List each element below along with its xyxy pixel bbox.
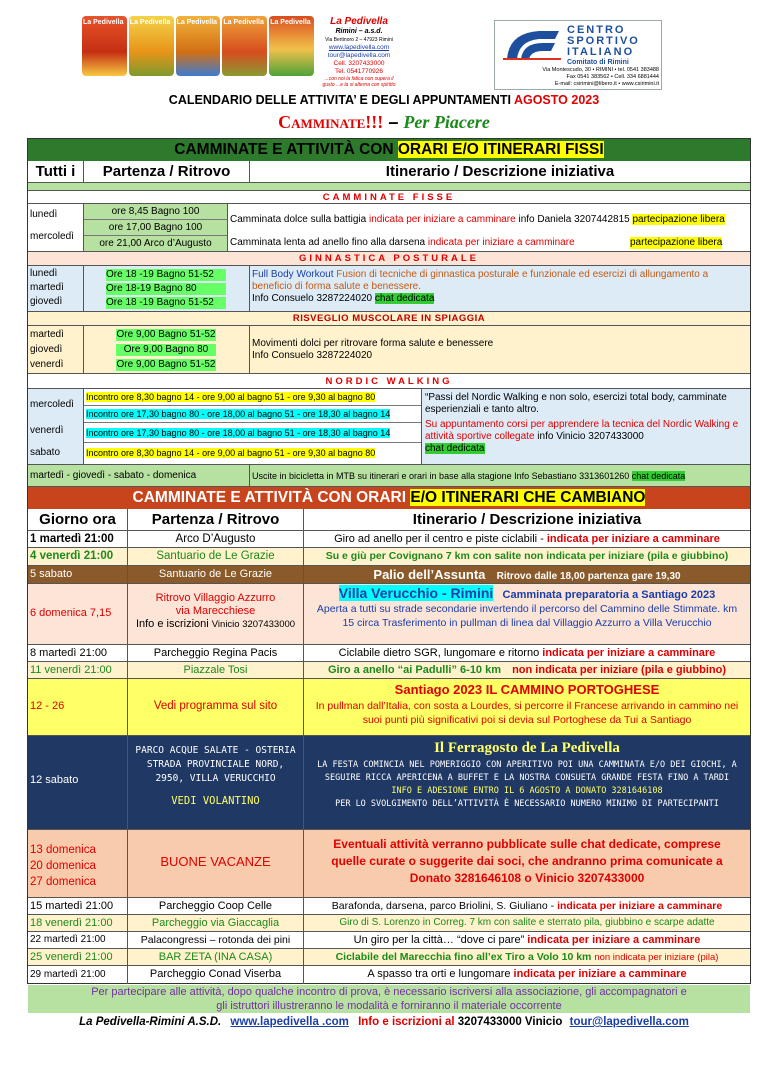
org-info: La Pedivella Rimini – a.s.d. Via Bertinoro 2 – 47923 Rimini www.lapedivella.com tour@lapedivella.com Cell. 3207433000 Tel. 0541770926 ...con noi la fatica non supera il gusto ...e la si alterna con spiritto: [322, 16, 396, 88]
risveglio-row: martedì giovedì venerdì Ore 9,00 Bagno 51-52 Ore 9,00 Bagno 80 Ore 9,00 Bagno 51-52 Movimenti dolci per ritrovare forma salute e benessere Info Consuelo 3287224020: [28, 326, 750, 374]
page-title: CALENDARIO DELLE ATTIVITA’ E DEGLI APPUNTAMENTI AGOSTO 2023: [168, 93, 600, 107]
event-row: 25 venerdì 21:00 BAR ZETA (INA CASA) Ciclabile del Marecchia fino all’ex Tiro a Volo 10 km non indicata per iniziare (pila): [28, 949, 750, 966]
logo-badge: La Pedivella: [129, 16, 174, 76]
camminate-row: lunedì mercoledì ore 8,45 Bagno 100 ore 17,00 Bagno 100 ore 21,00 Arco d’Augusto Camminata dolce sulla battigia indicata per iniziare a camminare info Daniela 3207442815 partecipazione libera Camminata lenta ad anello fino alla darsena indicata per iniziare a camminare partecipazione libera: [28, 204, 750, 252]
variable-banner: CAMMINATE E ATTIVITÀ CON ORARI E/O ITINERARI CHE CAMBIANO: [28, 487, 750, 509]
event-row: 13 domenica 20 domenica 27 domenica BUONE VACANZE Eventuali attività verranno pubblicate sulle chat dedicate, comprese quelle curate o suggerite dai soci, che andranno prima comunicate a Donato 3281646108 o Vinicio 3207433000: [28, 830, 750, 898]
csi-logo-box: CENTRO SPORTIVO ITALIANO Comitato di Rimini Via Montescudo, 30 • RIMINI • tel. 0541 383488 Fax 0541 383562 • Cell. 334 6881444 E-mail: csirimini@libero.it • www.csirimini.it: [494, 20, 662, 90]
section-nordic: NORDIC WALKING: [28, 374, 750, 389]
event-row: 8 martedì 21:00 Parcheggio Regina Pacis Ciclabile dietro SGR, lungomare e ritorno indicata per iniziare a camminare: [28, 645, 750, 662]
event-row: 1 martedì 21:00 Arco D’Augusto Giro ad anello per il centro e piste ciclabili - indicata per iniziare a camminare: [28, 531, 750, 548]
event-row: 5 sabato Santuario de Le Grazie Palio dell’Assunta Ritrovo dalle 18,00 partenza gare 19,30: [28, 566, 750, 584]
nordic-row: mercoledì venerdì sabato Incontro ore 8,30 bagno 14 - ore 9,00 al bagno 51 - ore 9,30 al bagno 80 Incontro ore 17,30 bagno 80 - ore 18,00 al bagno 51 - ore 18,30 al bagno 14 Incontro ore 17,30 bagno 80 - ore 18,00 al bagno 51 - ore 18,30 al bagno 14 Incontro ore 8,30 bagno 14 - ore 9,00 al bagno 51 - ore 9,30 al bagno 80 “Passi del Nordic Walking e non solo, esercizi total body, camminate esperienziali e tanto altro. Su appuntamento corsi per apprendere la tecnica del Nordic Walking e attività sportive collegate info Vinicio 3207433000 chat dedicata: [28, 389, 750, 465]
variable-header-row: Giorno ora Partenza / Ritrovo Itinerario / Descrizione iniziativa: [28, 509, 750, 531]
event-row: 22 martedì 21:00 Palacongressi – rotonda dei pini Un giro per la città… “dove ci pare” indicata per iniziare a camminare: [28, 932, 750, 949]
csi-emblem-icon: [499, 25, 565, 65]
event-row: 12 - 26 Vedi programma sul sito Santiago 2023 IL CAMMINO PORTOGHESE In pullman dall’Italia, con sosta a Lourdes, si percorre il Francese arrivando in cammino nei suoi punti più significativi poi si devia sul Portoghese da Tui a Santiago: [28, 679, 750, 736]
page-subtitle: Camminate!!! – Per Piacere: [278, 112, 490, 132]
event-row: 6 domenica 7,15 Ritrovo Villaggio Azzurro via Marecchiese Info e iscrizioni Vinicio 3207433000 Villa Verucchio - Rimini Camminata preparatoria a Santiago 2023 Aperta a tutti su strade secondarie invertendo il percorso del Cammino delle Stimmate. km 15 circa Trasferimento in pullman di linea dal Villaggio Azzurro a Villa Verucchio: [28, 584, 750, 645]
section-risveglio: RISVEGLIO MUSCOLARE IN SPIAGGIA: [28, 312, 750, 326]
fixed-header-row: Tutti i Partenza / Ritrovo Itinerario / Descrizione iniziativa: [28, 161, 750, 183]
section-ginnastica: GINNASTICA POSTURALE: [28, 252, 750, 266]
footer-note: Per partecipare alle attività, dopo qualche incontro di prova, è necessario iscriversi alla associazione, gli accompagnatori e gli istruttori illustreranno le modalità e forniranno il materiale occorrente: [28, 985, 750, 1013]
fixed-banner: CAMMINATE E ATTIVITÀ CON ORARI E/O ITINERARI FISSI: [28, 139, 750, 161]
event-row: 12 sabato PARCO ACQUE SALATE - OSTERIA STRADA PROVINCIALE NORD, 2950, VILLA VERUCCHIO VEDI VOLANTINO Il Ferragosto de La Pedivella LA FESTA COMINCIA NEL POMERIGGIO CON APERITIVO POI UNA CAMMINATA E/O DEI GIOCHI, A SEGUIRE RICCA APERICENA A BUFFET E LA NOSTRA CONSUETA GRANDE FESTA FINO A TARDI INFO E ADESIONE ENTRO IL 6 AGOSTO A DONATO 3281646108 PER LO SVOLGIMENTO DELL’ATTIVITÀ È NECESSARIO NUMERO MINIMO DI PARTECIPANTI: [28, 736, 750, 830]
event-row: 29 martedì 21:00 Parcheggio Conad Viserba A spasso tra orti e lungomare indicata per iniziare a camminare: [28, 966, 750, 984]
event-row: 4 venerdì 21:00 Santuario de Le Grazie Su e giù per Covignano 7 km con salite non indicata per iniziare (pila e giubbino): [28, 548, 750, 566]
logo-badge: La Pedivella: [269, 16, 314, 76]
section-camminate-fisse: CAMMINATE FISSE: [28, 191, 750, 204]
logo-badge: La Pedivella: [176, 16, 221, 76]
pedivella-logos: [82, 16, 314, 76]
logo-badge: La Pedivella: [222, 16, 267, 76]
footer-contacts: La Pedivella-Rimini A.S.D. www.lapedivella .com Info e iscrizioni al 3207433000 Vinicio tour@lapedivella.com: [79, 1016, 689, 1028]
event-row: 18 venerdì 21:00 Parcheggio via Giaccaglia Giro di S. Lorenzo in Correg. 7 km con salite e sterrato pila, giubbino e scarpe adatte: [28, 915, 750, 932]
event-row: 11 venerdì 21:00 Piazzale Tosi Giro a anello “ai Padulli” 6-10 km non indicata per iniziare (pila e giubbino): [28, 662, 750, 679]
event-row: 15 martedì 21:00 Parcheggio Coop Celle Barafonda, darsena, parco Briolini, S. Giuliano - indicata per iniziare a camminare: [28, 898, 750, 915]
mtb-row: martedì - giovedì - sabato - domenica Uscite in bicicletta in MTB su itinerari e orari in base alla stagione Info Sebastiano 3313601260 chat dedicata: [28, 465, 750, 487]
ginnastica-row: lunedì martedì giovedì Ore 18 -19 Bagno 51-52 Ore 18-19 Bagno 80 Ore 18 -19 Bagno 51-52 Full Body Workout Fusion di tecniche di ginnastica posturale e funzionale ed esercizi di allungamento a beneficio di forma salute e benessere. Info Consuelo 3287224020 chat dedicata: [28, 266, 750, 312]
logo-badge: La Pedivella: [82, 16, 127, 76]
